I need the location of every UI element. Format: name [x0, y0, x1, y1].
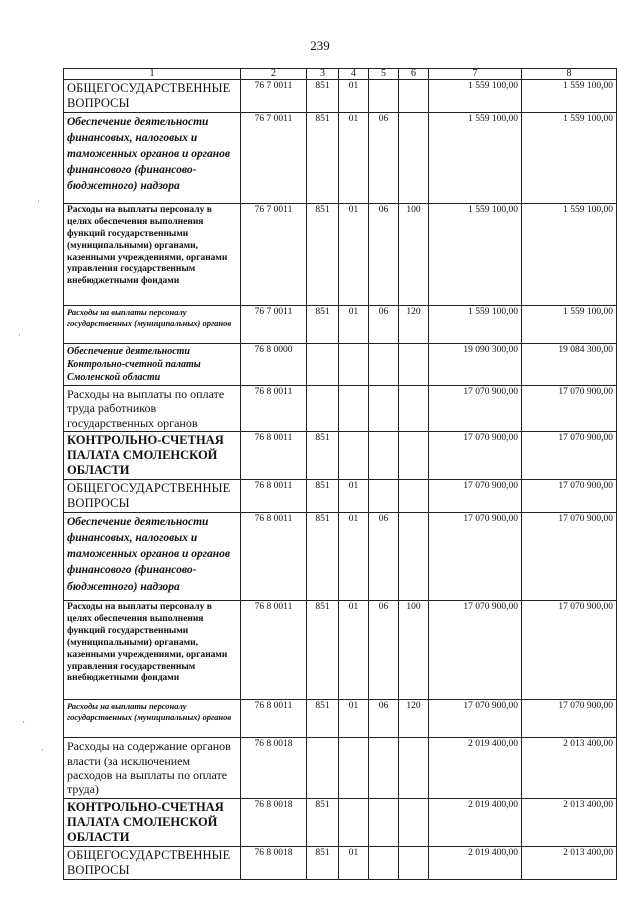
row-value-8: 1 559 100,00 [522, 204, 617, 306]
row-name: Обеспечение деятельности финансовых, налоговых и таможенных органов и органов финансового (финансово-бюджетного) надзора [64, 113, 241, 204]
budget-table [63, 68, 617, 880]
table-row [64, 80, 617, 113]
row-code: 76 7 0011 [241, 306, 307, 344]
row-col3 [307, 344, 339, 386]
row-col4 [339, 344, 369, 386]
row-value-8: 17 070 900,00 [522, 700, 617, 738]
row-value-7: 17 070 900,00 [429, 513, 522, 601]
row-value-8: 17 070 900,00 [522, 601, 617, 700]
row-col6 [399, 113, 429, 204]
row-value-7: 19 090 300,00 [429, 344, 522, 386]
row-col3: 851 [307, 306, 339, 344]
table-row [64, 386, 617, 432]
row-col5: 06 [369, 204, 399, 306]
row-col4: 01 [339, 846, 369, 879]
row-value-8: 1 559 100,00 [522, 113, 617, 204]
row-col4: 01 [339, 513, 369, 601]
row-col6: 100 [399, 204, 429, 306]
row-value-7: 17 070 900,00 [429, 601, 522, 700]
table-row [64, 306, 617, 344]
row-name: КОНТРОЛЬНО-СЧЕТНАЯ ПАЛАТА СМОЛЕНСКОЙ ОБЛАСТИ [64, 432, 241, 480]
row-value-7: 17 070 900,00 [429, 386, 522, 432]
row-value-8: 1 559 100,00 [522, 80, 617, 113]
row-code: 76 8 0018 [241, 846, 307, 879]
row-col5 [369, 432, 399, 480]
row-value-8: 19 084 300,00 [522, 344, 617, 386]
row-col6 [399, 386, 429, 432]
row-name: Расходы на выплаты по оплате труда работников государственных органов [64, 386, 241, 432]
row-col5: 06 [369, 513, 399, 601]
row-col5 [369, 80, 399, 113]
row-col5 [369, 386, 399, 432]
scan-speck: · [37, 196, 40, 206]
table-row [64, 700, 617, 738]
row-col4: 01 [339, 700, 369, 738]
row-value-7: 1 559 100,00 [429, 306, 522, 344]
row-value-8: 17 070 900,00 [522, 480, 617, 513]
row-value-7: 1 559 100,00 [429, 204, 522, 306]
row-name: ОБЩЕГОСУДАРСТВЕННЫЕ ВОПРОСЫ [64, 846, 241, 879]
table-row [64, 432, 617, 480]
row-col6 [399, 432, 429, 480]
row-code: 76 8 0011 [241, 601, 307, 700]
table-row [64, 601, 617, 700]
row-code: 76 8 0018 [241, 798, 307, 846]
row-name: ОБЩЕГОСУДАРСТВЕННЫЕ ВОПРОСЫ [64, 480, 241, 513]
row-col3: 851 [307, 846, 339, 879]
row-col6 [399, 344, 429, 386]
row-col5 [369, 798, 399, 846]
column-header: 3 [307, 69, 339, 80]
row-col5 [369, 480, 399, 513]
row-col5 [369, 344, 399, 386]
row-col5: 06 [369, 601, 399, 700]
row-col6: 100 [399, 601, 429, 700]
row-col3: 851 [307, 513, 339, 601]
row-col5: 06 [369, 113, 399, 204]
scan-speck: · [22, 717, 25, 727]
row-value-7: 2 019 400,00 [429, 798, 522, 846]
row-col4: 01 [339, 306, 369, 344]
row-name: Расходы на содержание органов власти (за исключением расходов на выплаты по оплате труда) [64, 738, 241, 799]
row-code: 76 8 0011 [241, 432, 307, 480]
scan-speck: · [41, 745, 44, 755]
row-code: 76 7 0011 [241, 204, 307, 306]
table-row [64, 846, 617, 879]
row-name: Обеспечение деятельности Контрольно-счетной палаты Смоленской области [64, 344, 241, 386]
row-col4 [339, 798, 369, 846]
column-header: 6 [399, 69, 429, 80]
column-header: 5 [369, 69, 399, 80]
column-header: 4 [339, 69, 369, 80]
row-value-7: 2 019 400,00 [429, 738, 522, 799]
row-col3: 851 [307, 798, 339, 846]
row-col3: 851 [307, 601, 339, 700]
scan-speck: · [18, 330, 21, 340]
row-value-7: 17 070 900,00 [429, 480, 522, 513]
row-col5 [369, 738, 399, 799]
row-col3: 851 [307, 480, 339, 513]
row-col6 [399, 846, 429, 879]
row-col6 [399, 798, 429, 846]
column-header: 7 [429, 69, 522, 80]
row-col4 [339, 432, 369, 480]
row-value-8: 2 013 400,00 [522, 846, 617, 879]
row-col3: 851 [307, 432, 339, 480]
row-col6 [399, 80, 429, 113]
row-col3 [307, 738, 339, 799]
table-row [64, 344, 617, 386]
row-col4: 01 [339, 80, 369, 113]
row-value-8: 17 070 900,00 [522, 386, 617, 432]
row-col4: 01 [339, 601, 369, 700]
row-col6 [399, 738, 429, 799]
column-header: 8 [522, 69, 617, 80]
row-code: 76 8 0011 [241, 480, 307, 513]
table-header-row [64, 69, 617, 80]
row-code: 76 7 0011 [241, 80, 307, 113]
table-row [64, 480, 617, 513]
column-header: 1 [64, 69, 241, 80]
table-row [64, 798, 617, 846]
row-value-7: 1 559 100,00 [429, 113, 522, 204]
row-value-7: 17 070 900,00 [429, 432, 522, 480]
row-name: КОНТРОЛЬНО-СЧЕТНАЯ ПАЛАТА СМОЛЕНСКОЙ ОБЛАСТИ [64, 798, 241, 846]
row-name: Расходы на выплаты персоналу государственных (муниципальных) органов [64, 700, 241, 738]
row-value-7: 2 019 400,00 [429, 846, 522, 879]
row-code: 76 8 0011 [241, 513, 307, 601]
row-code: 76 8 0000 [241, 344, 307, 386]
row-col4: 01 [339, 480, 369, 513]
row-col6 [399, 513, 429, 601]
row-col4 [339, 386, 369, 432]
row-col6 [399, 480, 429, 513]
table-row [64, 204, 617, 306]
row-code: 76 8 0018 [241, 738, 307, 799]
row-col6: 120 [399, 306, 429, 344]
row-name: ОБЩЕГОСУДАРСТВЕННЫЕ ВОПРОСЫ [64, 80, 241, 113]
row-name: Расходы на выплаты персоналу в целях обеспечения выполнения функций государственными (муниципальными) органами, казенными учреждениями, органами управления государственным внебюджетными фондами [64, 601, 241, 700]
row-value-7: 17 070 900,00 [429, 700, 522, 738]
row-value-8: 2 013 400,00 [522, 738, 617, 799]
row-col5: 06 [369, 700, 399, 738]
row-code: 76 8 0011 [241, 700, 307, 738]
row-col3: 851 [307, 700, 339, 738]
row-name: Расходы на выплаты персоналу в целях обеспечения выполнения функций государственными (муниципальными) органами, казенными учреждениями, органами управления государственным внебюджетными фондами [64, 204, 241, 306]
row-col6: 120 [399, 700, 429, 738]
table-row [64, 513, 617, 601]
page-number: 239 [310, 38, 330, 53]
row-name: Обеспечение деятельности финансовых, налоговых и таможенных органов и органов финансового (финансово-бюджетного) надзора [64, 513, 241, 601]
row-code: 76 7 0011 [241, 113, 307, 204]
row-col4 [339, 738, 369, 799]
row-value-7: 1 559 100,00 [429, 80, 522, 113]
row-col4: 01 [339, 113, 369, 204]
row-code: 76 8 0011 [241, 386, 307, 432]
row-col3: 851 [307, 204, 339, 306]
row-col3: 851 [307, 80, 339, 113]
row-value-8: 17 070 900,00 [522, 432, 617, 480]
column-header: 2 [241, 69, 307, 80]
row-col3: 851 [307, 113, 339, 204]
row-col5 [369, 846, 399, 879]
table-row [64, 738, 617, 799]
row-value-8: 1 559 100,00 [522, 306, 617, 344]
row-col3 [307, 386, 339, 432]
row-col5: 06 [369, 306, 399, 344]
table-row [64, 113, 617, 204]
row-value-8: 2 013 400,00 [522, 798, 617, 846]
row-name: Расходы на выплаты персоналу государственных (муниципальных) органов [64, 306, 241, 344]
row-col4: 01 [339, 204, 369, 306]
row-value-8: 17 070 900,00 [522, 513, 617, 601]
